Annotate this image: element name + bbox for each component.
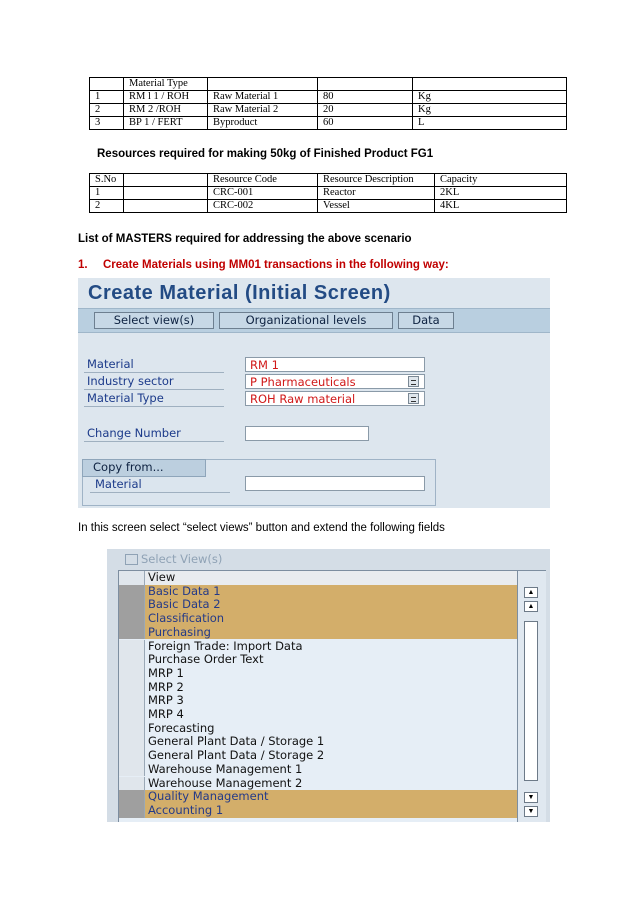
row-select-square[interactable]	[119, 777, 145, 791]
select-views-button[interactable]: Select view(s)	[94, 312, 214, 329]
scroll-bottom-icon[interactable]: ▼	[524, 806, 538, 817]
row-select-square[interactable]	[119, 598, 145, 612]
table-cell: 2	[90, 200, 124, 213]
screen-title: Create Material (Initial Screen)	[88, 282, 391, 304]
view-label: MRP 2	[148, 679, 184, 694]
divider	[84, 389, 224, 390]
table-cell: 60	[318, 117, 413, 130]
view-row[interactable]	[119, 626, 517, 640]
divider	[84, 406, 224, 407]
table-cell	[124, 200, 208, 213]
divider	[84, 441, 224, 442]
view-label: Quality Management	[148, 789, 269, 804]
copy-from-label: Copy from...	[93, 460, 164, 474]
row-select-square[interactable]	[119, 626, 145, 640]
row-select-square[interactable]	[119, 708, 145, 722]
copy-material-label: Material	[95, 477, 142, 491]
view-label: Basic Data 1	[148, 583, 221, 598]
table-cell: 2	[90, 104, 124, 117]
views-column-header	[119, 571, 517, 585]
table-cell: 1	[90, 187, 124, 200]
table-cell: Raw Material 1	[208, 91, 318, 104]
row-select-square[interactable]	[119, 804, 145, 818]
view-row[interactable]	[119, 598, 517, 612]
view-row[interactable]	[119, 681, 517, 695]
scroll-down-icon[interactable]: ▼	[524, 792, 538, 803]
material-field[interactable]: RM 1	[245, 357, 425, 372]
step-1-heading	[78, 259, 449, 271]
industry-sector-label: Industry sector	[87, 374, 174, 388]
row-select-square[interactable]	[119, 749, 145, 763]
row-select-square[interactable]	[119, 667, 145, 681]
table-cell: Kg	[413, 104, 567, 117]
view-row[interactable]	[119, 735, 517, 749]
material-type-field[interactable]: ROH Raw material	[245, 391, 425, 406]
view-row[interactable]	[119, 777, 517, 791]
table-cell: 1	[90, 91, 124, 104]
dropdown-icon[interactable]	[408, 393, 419, 404]
resources-heading: Resources required for making 50kg of Finished Product FG1	[97, 148, 434, 160]
column-header-label: View	[148, 570, 176, 584]
view-label: Purchasing	[148, 624, 211, 639]
select-all-square[interactable]	[119, 571, 145, 585]
table-cell	[124, 187, 208, 200]
table-cell: CRC-001	[208, 187, 318, 200]
dropdown-icon[interactable]	[408, 376, 419, 387]
row-select-square[interactable]	[119, 681, 145, 695]
select-views-screenshot	[107, 549, 550, 822]
table-row	[90, 187, 567, 200]
change-number-field[interactable]	[245, 426, 369, 441]
table-cell	[318, 78, 413, 91]
instruction-text: In this screen select “select views” button and extend the following fields	[78, 522, 445, 534]
create-material-screenshot	[78, 278, 550, 508]
view-label: General Plant Data / Storage 2	[148, 748, 325, 763]
industry-sector-field[interactable]: P Pharmaceuticals	[245, 374, 425, 389]
divider	[84, 372, 224, 373]
table-cell: 80	[318, 91, 413, 104]
table-cell: Resource Description	[318, 174, 435, 187]
copy-material-field[interactable]	[245, 476, 425, 491]
view-label: MRP 3	[148, 693, 184, 708]
view-label: General Plant Data / Storage 1	[148, 734, 325, 749]
materials-table	[89, 77, 567, 130]
view-label: Purchase Order Text	[148, 652, 264, 667]
scrollbar[interactable]	[517, 571, 546, 822]
table-row	[90, 91, 567, 104]
table-cell: 3	[90, 117, 124, 130]
table-cell: 2KL	[435, 187, 567, 200]
view-row[interactable]	[119, 667, 517, 681]
view-label: Foreign Trade: Import Data	[148, 638, 303, 653]
row-select-square[interactable]	[119, 722, 145, 736]
copy-from-tab	[82, 459, 206, 477]
table-row	[90, 104, 567, 117]
table-cell	[208, 78, 318, 91]
table-cell: RM 2 /ROH	[124, 104, 208, 117]
table-cell: Resource Code	[208, 174, 318, 187]
view-row[interactable]	[119, 653, 517, 667]
scroll-up-icon[interactable]: ▲	[524, 601, 538, 612]
table-cell	[90, 78, 124, 91]
view-label: Warehouse Management 1	[148, 761, 303, 776]
table-cell: CRC-002	[208, 200, 318, 213]
view-label: Forecasting	[148, 720, 215, 735]
table-cell: L	[413, 117, 567, 130]
application-toolbar	[78, 308, 550, 333]
view-row[interactable]	[119, 749, 517, 763]
table-cell: Material Type	[124, 78, 208, 91]
row-select-square[interactable]	[119, 763, 145, 777]
row-select-square[interactable]	[119, 735, 145, 749]
table-cell: RM l 1 / ROH	[124, 91, 208, 104]
table-cell: Vessel	[318, 200, 435, 213]
row-select-square[interactable]	[119, 640, 145, 654]
table-cell: BP 1 / FERT	[124, 117, 208, 130]
step-number: 1.	[78, 259, 88, 271]
table-cell: S.No	[90, 174, 124, 187]
table-cell	[413, 78, 567, 91]
row-select-square[interactable]	[119, 790, 145, 804]
table-row	[90, 200, 567, 213]
table-cell: Raw Material 2	[208, 104, 318, 117]
row-select-square[interactable]	[119, 653, 145, 667]
organizational-levels-button[interactable]: Organizational levels	[219, 312, 393, 329]
view-row[interactable]	[119, 612, 517, 626]
view-row[interactable]	[119, 640, 517, 654]
data-button[interactable]: Data	[398, 312, 454, 329]
views-list	[118, 570, 546, 822]
divider	[90, 492, 230, 493]
table-cell: Capacity	[435, 174, 567, 187]
material-label: Material	[87, 357, 134, 371]
row-select-square[interactable]	[119, 694, 145, 708]
view-label: Classification	[148, 611, 225, 626]
window-icon	[125, 554, 138, 565]
table-cell: 4KL	[435, 200, 567, 213]
table-cell: Byproduct	[208, 117, 318, 130]
table-header-row	[90, 174, 567, 187]
change-number-label: Change Number	[87, 426, 181, 440]
view-label: MRP 1	[148, 665, 184, 680]
resources-table	[89, 173, 567, 213]
popup-title: Select View(s)	[141, 552, 223, 566]
view-label: Warehouse Management 2	[148, 775, 303, 790]
view-row[interactable]	[119, 708, 517, 722]
table-row	[90, 117, 567, 130]
step-text: Create Materials using MM01 transactions in the following way:	[103, 259, 449, 271]
masters-heading: List of MASTERS required for addressing the above scenario	[78, 233, 412, 245]
view-row[interactable]	[119, 763, 517, 777]
table-cell: Kg	[413, 91, 567, 104]
view-row[interactable]	[119, 722, 517, 736]
view-row[interactable]	[119, 585, 517, 599]
view-label: Accounting 1	[148, 802, 224, 817]
view-label: Basic Data 2	[148, 597, 221, 612]
view-row[interactable]	[119, 790, 517, 804]
table-cell: 20	[318, 104, 413, 117]
view-row[interactable]	[119, 694, 517, 708]
table-cell	[124, 174, 208, 187]
table-header-row	[90, 78, 567, 91]
view-label: MRP 4	[148, 707, 184, 721]
material-type-label: Material Type	[87, 391, 164, 405]
scroll-thumb[interactable]	[524, 621, 538, 781]
row-select-square[interactable]	[119, 585, 145, 599]
view-row[interactable]	[119, 804, 517, 818]
row-select-square[interactable]	[119, 612, 145, 626]
scroll-top-icon[interactable]: ▲	[524, 587, 538, 598]
table-cell: Reactor	[318, 187, 435, 200]
